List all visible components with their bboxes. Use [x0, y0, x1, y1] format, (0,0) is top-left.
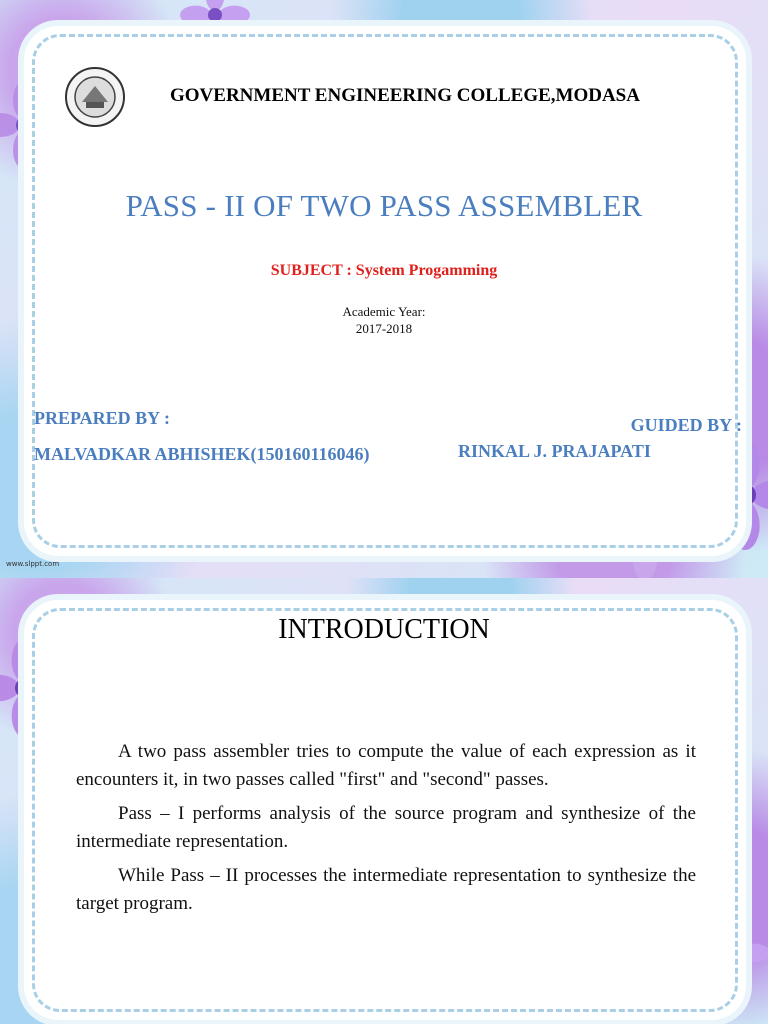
- watermark: www.slppt.com: [6, 560, 60, 568]
- academic-year: [0, 303, 768, 337]
- academic-year-label: Academic Year:: [342, 304, 426, 319]
- slide-title: INTRODUCTION: [278, 614, 490, 645]
- slide-title: PASS - II OF TWO PASS ASSEMBLER: [125, 188, 643, 223]
- intro-body: [76, 738, 696, 924]
- guided-by-label: GUIDED BY :: [630, 415, 742, 435]
- intro-paragraph: While Pass – II processes the intermediate representation to synthesize the target program.: [76, 865, 696, 914]
- prepared-by-label: PREPARED BY :: [34, 408, 170, 428]
- introduction-slide: [0, 578, 768, 1024]
- college-name: GOVERNMENT ENGINEERING COLLEGE,MODASA: [170, 85, 640, 106]
- guided-by-name: RINKAL J. PRAJAPATI: [458, 441, 651, 461]
- intro-paragraph: A two pass assembler tries to compute the value of each expression as it encounters it, in two passes called "first" and "second" passes.: [76, 741, 696, 790]
- academic-year-value: 2017-2018: [355, 321, 413, 336]
- intro-paragraph: Pass – I performs analysis of the source program and synthesize of the intermediate representation.: [76, 803, 696, 852]
- college-emblem-icon: [64, 66, 126, 128]
- prepared-by-name: MALVADKAR ABHISHEK(150160116046): [34, 444, 370, 464]
- subject-line: SUBJECT : System Progamming: [270, 262, 498, 279]
